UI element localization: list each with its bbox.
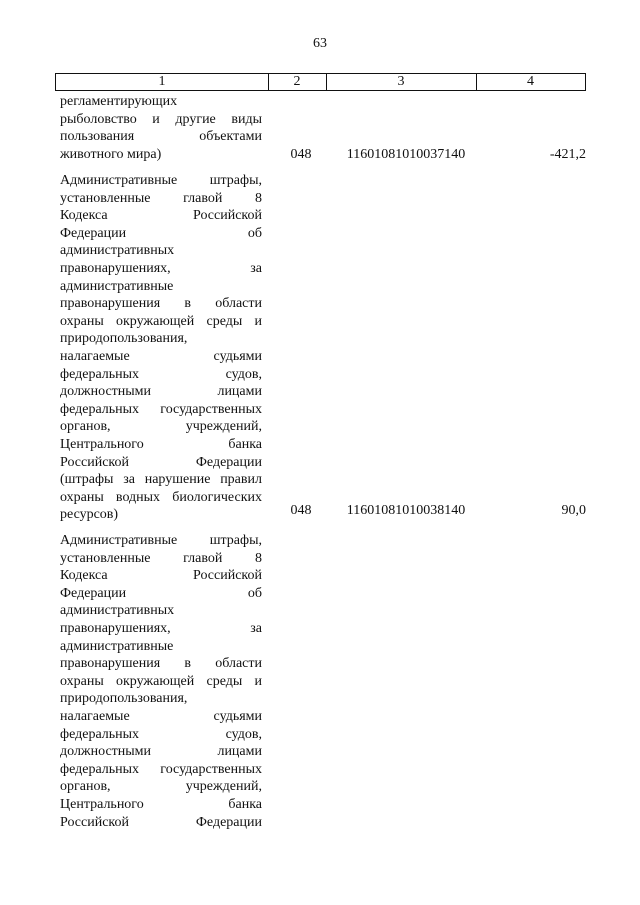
description-line: регламентирующих xyxy=(60,94,178,109)
description-word: учреждений, xyxy=(185,419,262,435)
description-line: административные xyxy=(60,638,174,654)
table-header-row xyxy=(55,73,586,91)
description-word: Российской xyxy=(193,568,262,584)
row-2-description xyxy=(60,172,262,524)
description-word: Кодекса xyxy=(60,568,108,584)
description-word: лицами xyxy=(217,384,262,400)
description-line: Административные штрафы, xyxy=(60,173,262,188)
description-word: об xyxy=(247,225,262,241)
description-word: судьями xyxy=(213,348,262,364)
description-line xyxy=(60,366,262,384)
description-word: объектами xyxy=(199,129,262,145)
description-word: должностными xyxy=(60,384,152,400)
description-line xyxy=(60,585,262,603)
description-line: охраны водных биологических xyxy=(60,489,262,505)
description-word: Российской xyxy=(60,814,129,830)
description-word: банка xyxy=(228,436,262,452)
description-word: органов, xyxy=(60,419,111,435)
description-word: федеральных xyxy=(60,726,140,742)
description-line: (штрафы за нарушение правил xyxy=(60,472,262,488)
description-line: правонарушения в области xyxy=(60,296,262,312)
description-line xyxy=(60,778,262,796)
description-line xyxy=(60,726,262,744)
description-line: административных xyxy=(60,603,175,619)
description-line: установленные главой 8 xyxy=(60,190,262,206)
header-col-1: 1 xyxy=(56,74,269,90)
description-line xyxy=(60,454,262,472)
description-line: правонарушения в области xyxy=(60,656,262,672)
description-word: налагаемые xyxy=(60,708,130,724)
description-line: охраны окружающей среды и xyxy=(60,313,262,329)
header-col-3: 3 xyxy=(326,74,477,90)
description-word: Российской xyxy=(193,208,262,224)
description-line xyxy=(60,348,262,366)
description-word: за xyxy=(250,260,262,276)
description-line xyxy=(60,708,262,726)
description-word: Центрального xyxy=(60,436,144,452)
description-line: установленные главой 8 xyxy=(60,550,262,566)
row-1-code: 048 xyxy=(290,147,312,162)
description-word: Федерации xyxy=(60,225,127,241)
description-line xyxy=(60,436,262,454)
row-2-amount: 90,0 xyxy=(561,503,586,518)
description-word: судьями xyxy=(213,708,262,724)
description-line xyxy=(60,814,262,832)
description-line: природопользования, xyxy=(60,331,188,347)
description-word: пользования xyxy=(60,129,135,145)
description-word: должностными xyxy=(60,744,152,760)
description-line: ресурсов) xyxy=(60,507,119,523)
description-word: правонарушениях, xyxy=(60,620,171,636)
description-line: федеральных государственных xyxy=(60,401,262,417)
row-1-amount: -421,2 xyxy=(549,147,586,162)
description-word: федеральных xyxy=(60,366,140,382)
description-word: Федерации xyxy=(195,814,262,830)
description-line xyxy=(60,225,262,243)
row-3-description xyxy=(60,532,262,831)
row-1-description xyxy=(60,93,262,163)
description-word: лицами xyxy=(217,744,262,760)
description-word: налагаемые xyxy=(60,348,130,364)
description-word: за xyxy=(250,620,262,636)
description-word: Кодекса xyxy=(60,208,108,224)
header-col-2: 2 xyxy=(268,74,327,90)
description-line xyxy=(60,567,262,585)
description-line: рыболовство и другие виды xyxy=(60,111,262,127)
description-word: судов, xyxy=(225,726,262,742)
description-word: правонарушениях, xyxy=(60,260,171,276)
description-line: охраны окружающей среды и xyxy=(60,673,262,689)
description-line xyxy=(60,260,262,278)
description-word: банка xyxy=(228,796,262,812)
description-line: природопользования, xyxy=(60,691,188,707)
description-line: федеральных государственных xyxy=(60,761,262,777)
page-number: 63 xyxy=(313,36,327,51)
description-line xyxy=(60,128,262,146)
description-word: учреждений, xyxy=(185,779,262,795)
description-word: судов, xyxy=(225,366,262,382)
row-2-code: 048 xyxy=(290,503,312,518)
header-col-4: 4 xyxy=(527,74,534,89)
description-line: животного мира) xyxy=(60,146,162,162)
description-word: Российской xyxy=(60,454,129,470)
description-line: Административные штрафы, xyxy=(60,533,262,548)
description-word: Федерации xyxy=(60,585,127,601)
description-line xyxy=(60,383,262,401)
description-word: об xyxy=(247,585,262,601)
row-1-kbk: 11601081010037140 xyxy=(346,147,466,162)
description-line xyxy=(60,796,262,814)
description-line: административные xyxy=(60,278,174,294)
description-line xyxy=(60,207,262,225)
description-line: административных xyxy=(60,243,175,259)
description-word: органов, xyxy=(60,779,111,795)
description-line xyxy=(60,620,262,638)
description-word: Центрального xyxy=(60,796,144,812)
description-line xyxy=(60,418,262,436)
row-2-kbk: 11601081010038140 xyxy=(346,503,466,518)
description-line xyxy=(60,743,262,761)
description-word: Федерации xyxy=(195,454,262,470)
